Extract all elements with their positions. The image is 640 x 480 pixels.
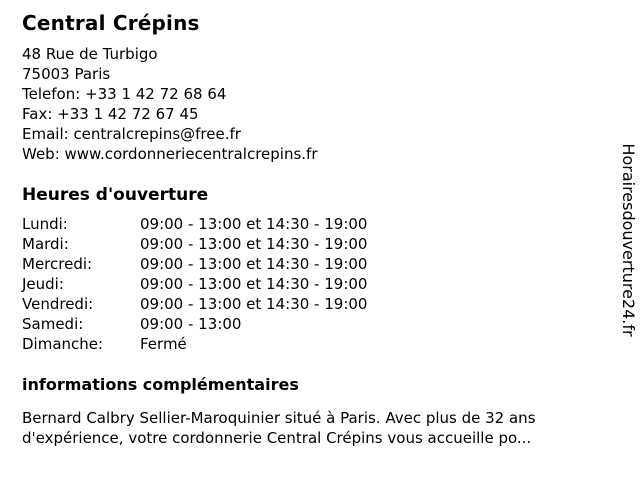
additional-info-heading: informations complémentaires: [22, 375, 299, 394]
business-name: Central Crépins: [22, 11, 200, 35]
website-line: Web: www.cordonneriecentralcrepins.fr: [22, 145, 318, 163]
day-label: Dimanche:: [22, 335, 104, 353]
opening-hours-row-saturday: [22, 314, 640, 334]
day-times: 09:00 - 13:00: [140, 315, 242, 333]
fax-line: Fax: +33 1 42 72 67 45: [22, 105, 199, 123]
day-label: Mardi:: [22, 235, 69, 253]
address-city-line: 75003 Paris: [22, 65, 111, 83]
opening-hours-row-friday: [22, 294, 640, 314]
day-times: 09:00 - 13:00 et 14:30 - 19:00: [140, 235, 368, 253]
opening-hours-heading: Heures d'ouverture: [22, 185, 209, 205]
address-street-line: 48 Rue de Turbigo: [22, 45, 158, 63]
opening-hours-row-wednesday: [22, 254, 640, 274]
day-times: 09:00 - 13:00 et 14:30 - 19:00: [140, 295, 368, 313]
opening-hours-row-sunday: [22, 334, 640, 354]
day-label: Mercredi:: [22, 255, 93, 273]
day-label: Lundi:: [22, 215, 68, 233]
phone-line: Telefon: +33 1 42 72 68 64: [22, 85, 227, 103]
contact-info: [22, 44, 640, 164]
site-watermark: Horairesdouverture24.fr: [619, 143, 638, 337]
opening-hours-row-tuesday: [22, 234, 640, 254]
opening-hours-row-thursday: [22, 274, 640, 294]
opening-hours-row-monday: [22, 214, 640, 234]
day-times: 09:00 - 13:00 et 14:30 - 19:00: [140, 255, 368, 273]
email-line: Email: centralcrepins@free.fr: [22, 125, 241, 143]
day-label: Samedi:: [22, 315, 84, 333]
business-description: Bernard Calbry Sellier-Maroquinier situé à Paris. Avec plus de 32 ans d'expérience, votre cordonnerie Central Crépins vous accueille po...: [22, 409, 536, 447]
day-times: Fermé: [140, 335, 187, 353]
day-times: 09:00 - 13:00 et 14:30 - 19:00: [140, 275, 368, 293]
day-times: 09:00 - 13:00 et 14:30 - 19:00: [140, 215, 368, 233]
opening-hours-table: [22, 214, 640, 354]
day-label: Jeudi:: [22, 275, 64, 293]
day-label: Vendredi:: [22, 295, 94, 313]
